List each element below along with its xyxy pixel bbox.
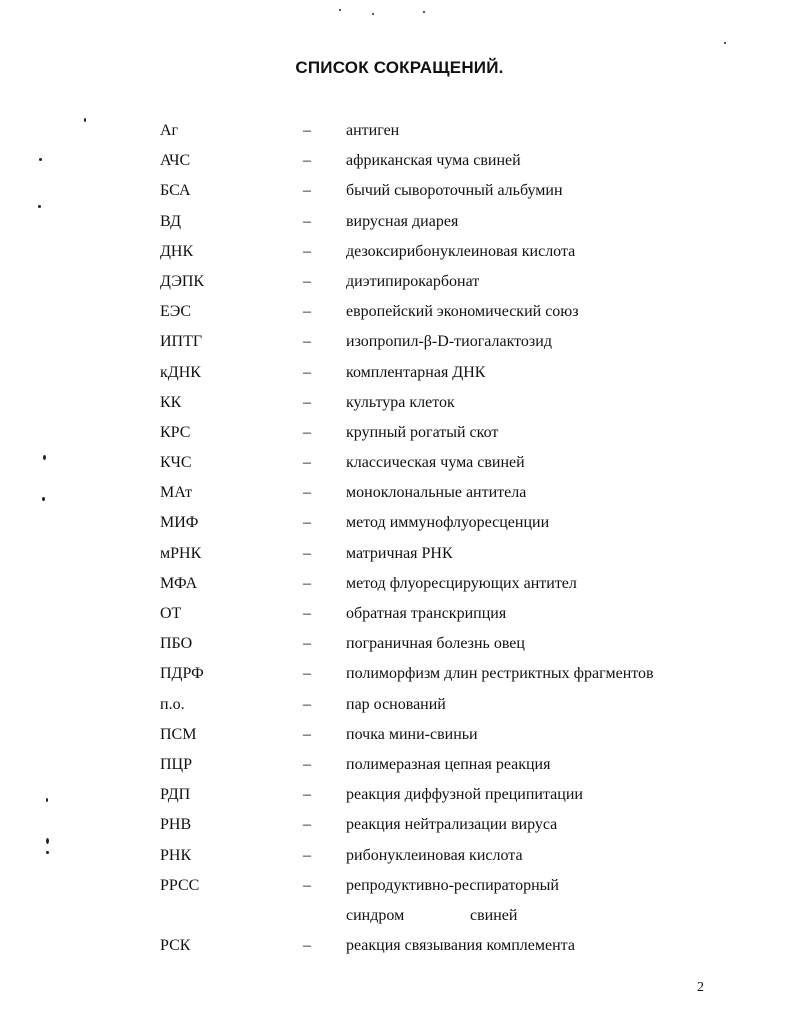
abbreviation: ПДРФ <box>160 665 204 683</box>
definition: антиген <box>346 122 400 139</box>
abbreviation: ВД <box>160 212 181 230</box>
abbreviation: МАт <box>160 484 192 502</box>
definition: изопропил-β-D-тиогалактозид <box>346 333 552 351</box>
dash: – <box>303 303 311 321</box>
dash: – <box>303 876 311 894</box>
list-item <box>0 209 799 239</box>
abbreviation: МФА <box>160 574 198 592</box>
dash: – <box>303 333 311 351</box>
list-item <box>0 269 799 299</box>
dash: – <box>303 574 311 592</box>
abbreviation: МИФ <box>160 514 199 532</box>
abbreviation: п.о. <box>160 695 185 713</box>
scan-speck <box>423 11 425 13</box>
abbreviation: КРС <box>160 423 191 441</box>
abbreviation: АЧС <box>160 152 191 170</box>
dash: – <box>303 786 311 804</box>
scan-speck <box>39 158 42 161</box>
list-item <box>0 239 799 269</box>
definition: реакция нейтрализации вируса <box>346 816 558 834</box>
list-item-continuation <box>0 903 799 933</box>
definition: почка мини-свиньи <box>346 725 478 743</box>
definition: крупный рогатый скот <box>346 423 499 441</box>
dash: – <box>303 665 311 683</box>
definition: реакция связывания комплемента <box>346 937 575 955</box>
abbreviation: ПБО <box>160 635 193 653</box>
list-item <box>0 873 799 903</box>
abbreviation: РНК <box>160 846 192 864</box>
list-item <box>0 360 799 390</box>
abbreviation: КЧС <box>160 454 192 472</box>
definition: матричная РНК <box>346 544 453 562</box>
abbreviation: ПЦР <box>160 755 193 773</box>
abbreviation: РСК <box>160 937 191 955</box>
definition: пограничная болезнь овец <box>346 635 525 653</box>
definition: рибонуклеиновая кислота <box>346 846 523 864</box>
dash: – <box>303 816 311 834</box>
list-item <box>0 329 799 359</box>
scan-speck <box>38 205 41 208</box>
definition: моноклональные антитела <box>346 484 527 502</box>
list-item <box>0 933 799 963</box>
abbreviation: КК <box>160 393 182 411</box>
dash: – <box>303 695 311 713</box>
scan-speck <box>339 9 341 11</box>
definition: африканская чума свиней <box>346 152 521 170</box>
continuation-word: синдром <box>346 906 405 924</box>
abbreviation: кДНК <box>160 363 201 381</box>
list-item <box>0 722 799 752</box>
abbreviation: РРСС <box>160 876 200 894</box>
definition: полимеразная цепная реакция <box>346 755 551 773</box>
dash: – <box>303 393 311 411</box>
abbreviation: ДЭПК <box>160 272 205 290</box>
abbreviation: ОТ <box>160 605 182 622</box>
abbreviation: ПСМ <box>160 725 197 743</box>
scan-speck <box>724 42 726 44</box>
list-item <box>0 510 799 540</box>
list-item <box>0 843 799 873</box>
list-item <box>0 480 799 510</box>
dash: – <box>303 272 311 290</box>
list-item <box>0 118 799 148</box>
scan-speck <box>372 13 374 15</box>
definition: культура клеток <box>346 393 455 411</box>
abbreviation: мРНК <box>160 544 202 562</box>
abbreviation: Аг <box>160 122 179 139</box>
definition: дезоксирибонуклеиновая кислота <box>346 242 576 260</box>
dash: – <box>303 423 311 441</box>
list-item <box>0 752 799 782</box>
definition: вирусная диарея <box>346 212 459 230</box>
abbreviation: БСА <box>160 182 191 200</box>
list-item <box>0 390 799 420</box>
continuation-word: свиней <box>470 906 518 924</box>
definition: классическая чума свиней <box>346 454 525 472</box>
scan-speck <box>46 851 49 854</box>
list-item <box>0 148 799 178</box>
page-title: СПИСОК СОКРАЩЕНИЙ. <box>295 58 504 77</box>
scan-speck <box>43 455 46 460</box>
abbreviation: ДНК <box>160 242 194 260</box>
definition: комплентарная ДНК <box>346 363 486 381</box>
scan-speck <box>42 497 45 501</box>
dash: – <box>303 846 311 864</box>
list-item <box>0 661 799 691</box>
list-item <box>0 692 799 722</box>
scan-speck <box>46 838 49 844</box>
scan-speck <box>84 118 86 122</box>
dash: – <box>303 635 311 653</box>
dash: – <box>303 725 311 743</box>
list-item <box>0 541 799 571</box>
definition: бычий сывороточный альбумин <box>346 182 563 200</box>
dash: – <box>303 937 311 955</box>
abbreviation: ИПТГ <box>160 333 203 351</box>
list-item <box>0 571 799 601</box>
dash: – <box>303 484 311 502</box>
abbreviation: РДП <box>160 786 191 804</box>
definition: метод иммунофлуоресценции <box>346 514 550 532</box>
dash: – <box>303 544 311 562</box>
list-item <box>0 601 799 631</box>
list-item <box>0 450 799 480</box>
abbreviation-list <box>0 118 799 963</box>
dash: – <box>303 182 311 200</box>
list-item <box>0 420 799 450</box>
dash: – <box>303 514 311 532</box>
abbreviation: ЕЭС <box>160 303 192 321</box>
list-item <box>0 299 799 329</box>
definition: пар оснований <box>346 695 446 713</box>
abbreviation: РНВ <box>160 816 192 834</box>
dash: – <box>303 242 311 260</box>
list-item <box>0 178 799 208</box>
page-number: 2 <box>697 980 704 995</box>
dash: – <box>303 212 311 230</box>
list-item <box>0 631 799 661</box>
dash: – <box>303 152 311 170</box>
definition: диэтипирокарбонат <box>346 272 480 290</box>
definition: репродуктивно-респираторный <box>346 876 559 894</box>
list-item <box>0 812 799 842</box>
scan-speck <box>46 798 48 802</box>
definition: обратная транскрипция <box>346 605 507 622</box>
definition: метод флуоресцирующих антител <box>346 574 577 592</box>
dash: – <box>303 755 311 773</box>
dash: – <box>303 605 311 622</box>
dash: – <box>303 454 311 472</box>
definition: европейский экономический союз <box>346 303 579 321</box>
definition: реакция диффузной преципитации <box>346 786 583 804</box>
dash: – <box>303 122 311 139</box>
definition: полиморфизм длин рестриктных фрагментов <box>346 665 654 683</box>
dash: – <box>303 363 311 381</box>
list-item <box>0 782 799 812</box>
